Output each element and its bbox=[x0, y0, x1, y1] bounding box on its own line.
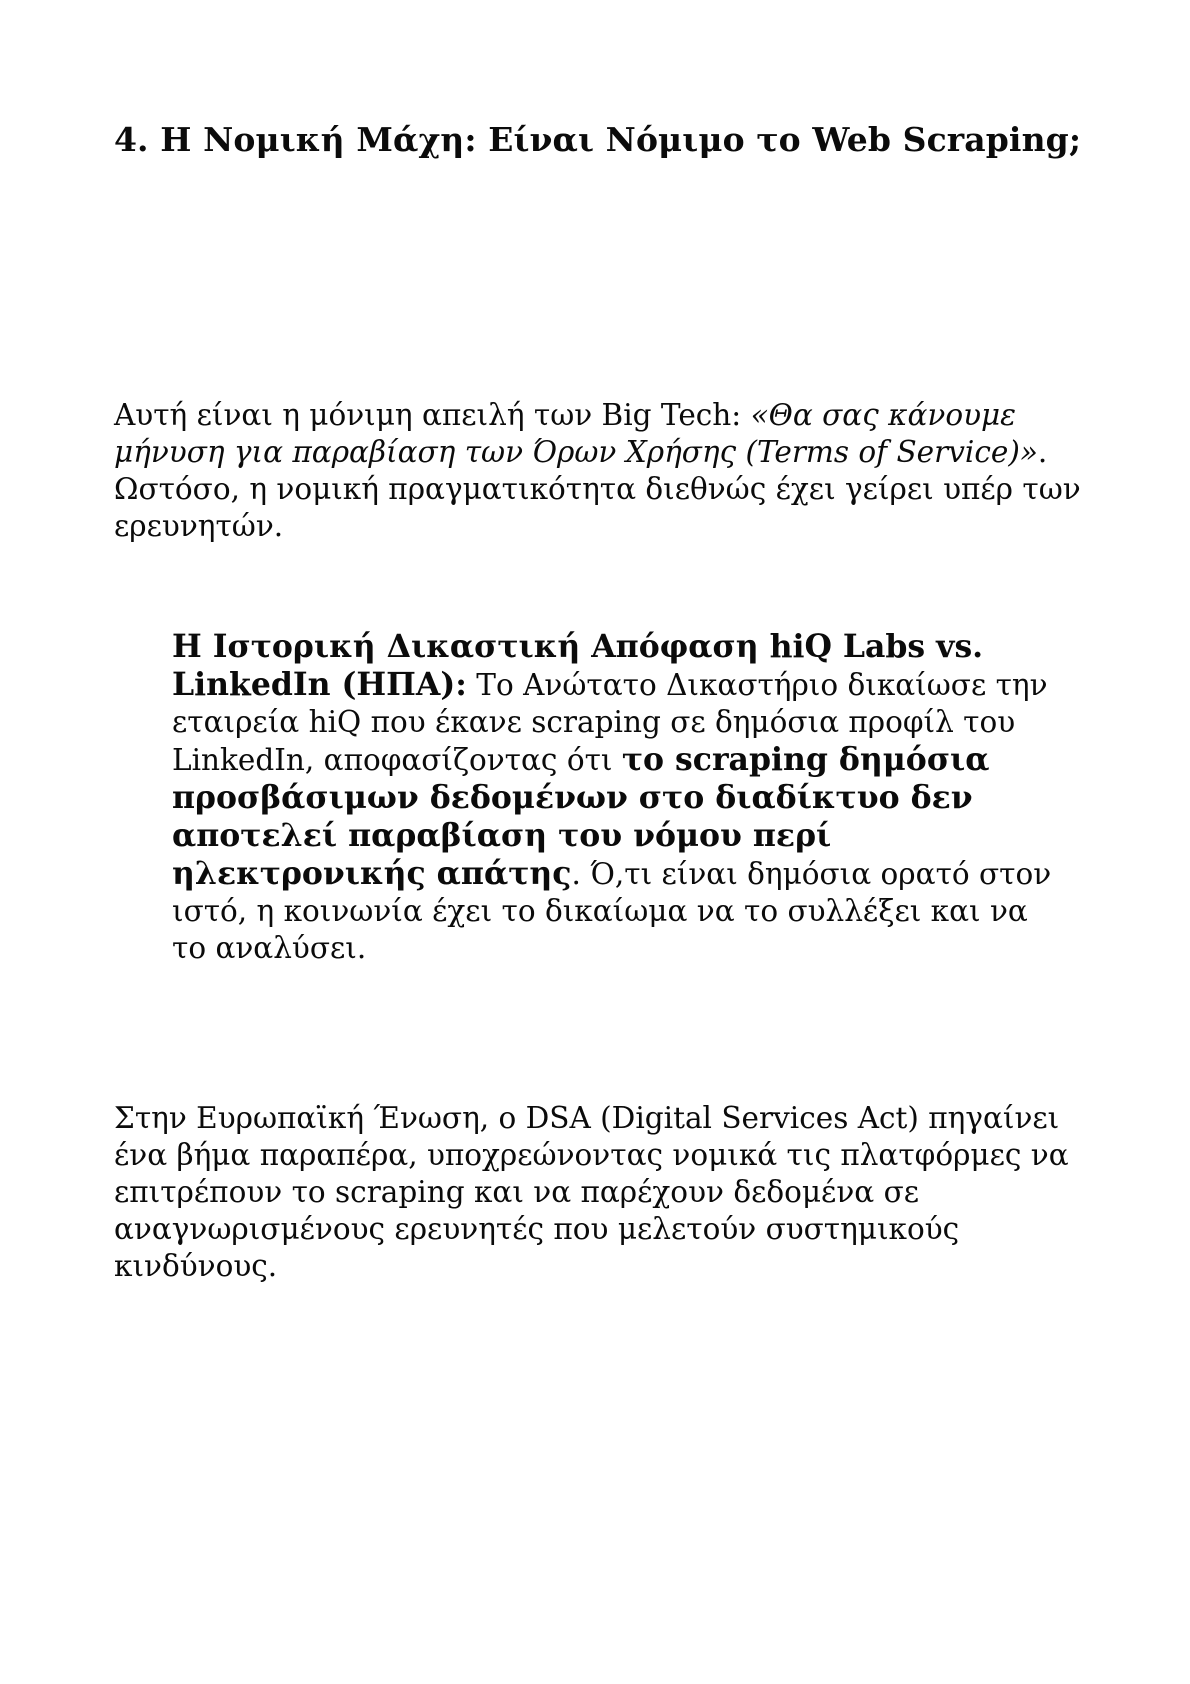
intro-lead-text: Αυτή είναι η μόνιμη απειλή των Big Tech: bbox=[114, 398, 751, 432]
intro-paragraph bbox=[114, 397, 1094, 545]
section-heading: 4. Η Νομική Μάχη: Είναι Νόμιμο το Web Scraping; bbox=[114, 120, 1082, 159]
intro-italic-quote: «Θα σας κάνουμε μήνυση για παραβίαση των Όρων Χρήσης (Terms of Service)» bbox=[114, 398, 1038, 469]
intro-tail-text: . Ωστόσο, η νομική πραγματικότητα διεθνώς έχει γείρει υπέρ των ερευνητών. bbox=[114, 435, 1081, 543]
ruling-title: Η Ιστορική Δικαστική Απόφαση hiQ Labs vs. LinkedIn (ΗΠΑ): bbox=[172, 628, 984, 703]
court-ruling-blockquote bbox=[172, 628, 1052, 967]
eu-dsa-paragraph: Στην Ευρωπαϊκή Ένωση, ο DSA (Digital Services Act) πηγαίνει ένα βήμα παραπέρα, υποχρεώνοντας νομικά τις πλατφόρμες να επιτρέπουν το scraping και να παρέχουν δεδομένα σε αναγνωρισμένους ερευνητές που μελετούν συστημικούς κινδύνους. bbox=[114, 1101, 1069, 1283]
ruling-text-2: . Ό,τι είναι δημόσια ορατό στον ιστό, η κοινωνία έχει το δικαίωμα να το συλλέξει και να το αναλύσει. bbox=[172, 857, 1052, 965]
ruling-key-finding: το scraping δημόσια προσβάσιμων δεδομένων στο διαδίκτυο δεν αποτελεί παραβίαση του νόμου περί ηλεκτρονικής απάτης bbox=[172, 741, 990, 892]
ruling-text-1: Το Ανώτατο Δικαστήριο δικαίωσε την εταιρεία hiQ που έκανε scraping σε δημόσια προφίλ του LinkedIn, αποφασίζοντας ότι bbox=[172, 668, 1048, 777]
